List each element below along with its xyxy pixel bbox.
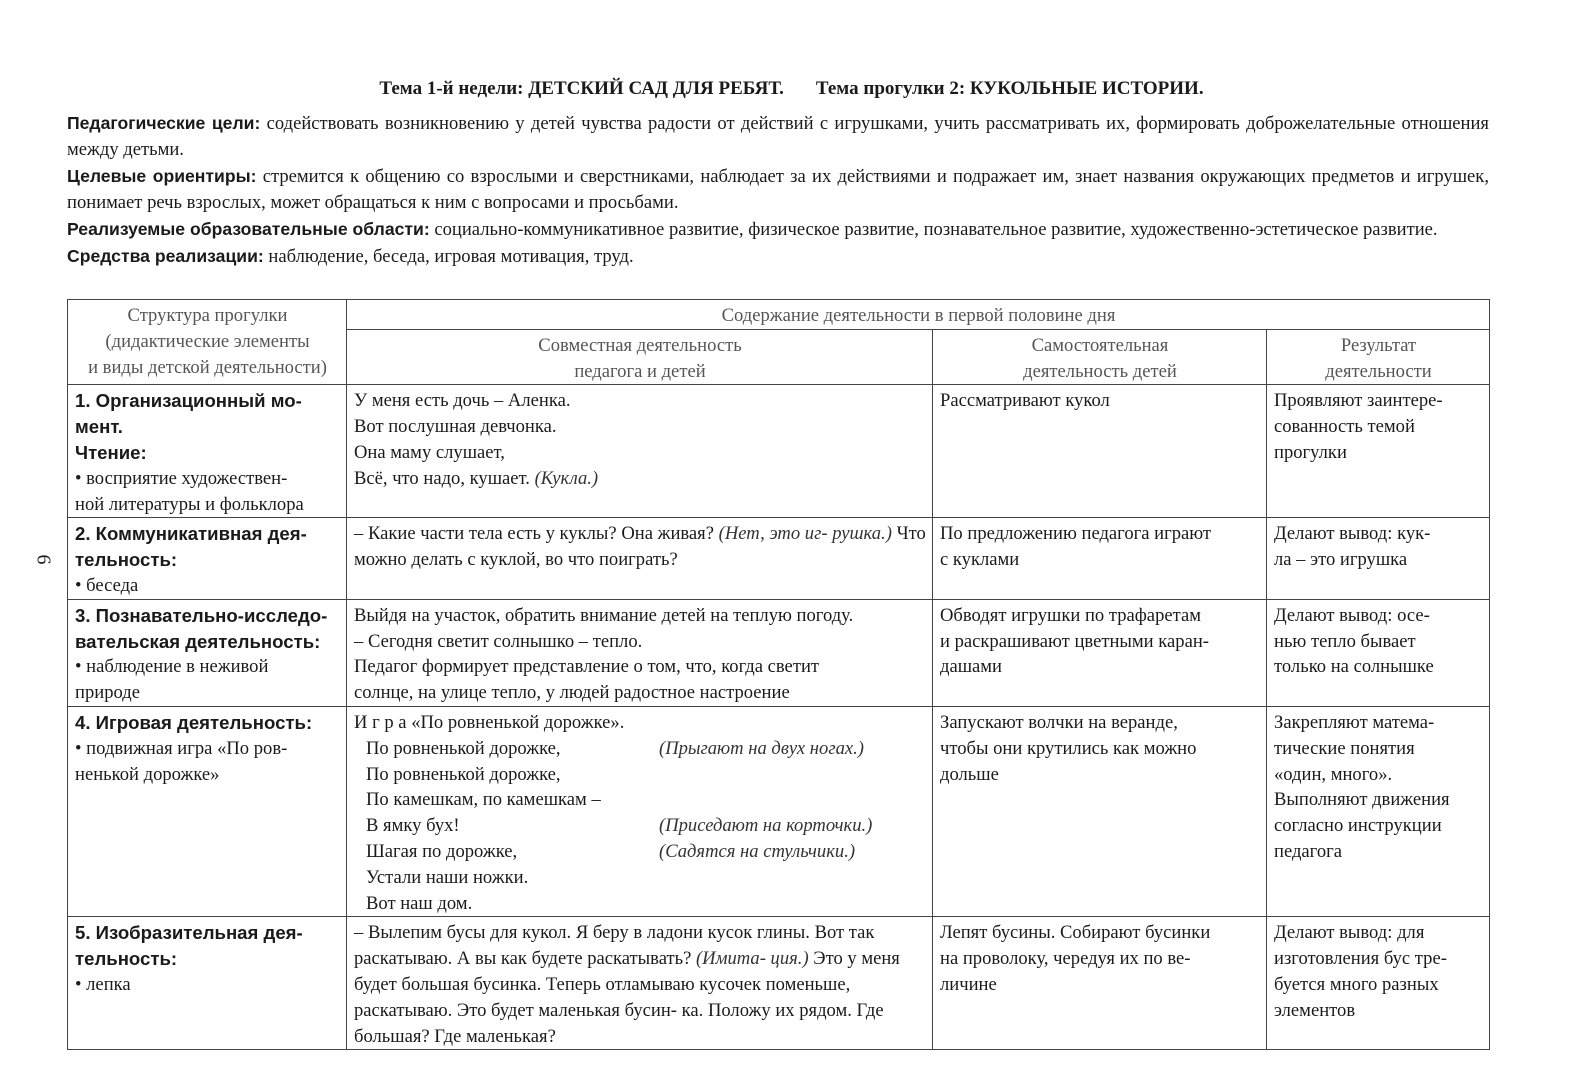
row-structure: 3. Познавательно-исследо- вательская деятельность: • наблюдение в неживой природе — [68, 599, 347, 706]
walk-theme: Тема прогулки 2: КУКОЛЬНЫЕ ИСТОРИИ. — [815, 78, 1204, 99]
row-structure: 4. Игровая деятельность: • подвижная игра «По ров- ненькой дорожке» — [68, 706, 347, 916]
row-independent: По предложению педагога играют с куклами — [933, 518, 1267, 599]
row-result: Закрепляют матема- тические понятия «один, много». Выполняют движения согласно инструкции педагога — [1267, 706, 1490, 916]
row-structure: 1. Организационный мо- мент. Чтение: • восприятие художествен- ной литературы и фольклора — [68, 385, 347, 518]
header-structure: Структура прогулки (дидактические элементы и виды детской деятельности) — [68, 300, 347, 385]
areas-paragraph: Реализуемые образовательные области: социально-коммуникативное развитие, физическое развитие, познавательное развитие, художественно-эстетическое развитие. — [67, 219, 1438, 240]
row-joint: У меня есть дочь – Аленка. Вот послушная девчонка. Она маму слушает, Всё, что надо, кушает. (Кукла.) — [347, 385, 933, 518]
row-joint: Выйдя на участок, обратить внимание детей на теплую погоду. – Сегодня светит солнышко – тепло. Педагог формирует представление о том, что, когда светит солнце, на улице тепло, у людей радостное настроение — [347, 599, 933, 706]
header-content: Содержание деятельности в первой половине дня — [347, 300, 1490, 330]
targets-paragraph: Целевые ориентиры: стремится к общению со взрослыми и сверстниками, наблюдает за их действиями и подражает им, знает названия окружающих предметов и игрушек, понимает речь взрослых, может обращаться к ним с вопросами и просьбами. — [67, 166, 1489, 213]
week-theme: Тема 1-й недели: ДЕТСКИЙ САД ДЛЯ РЕБЯТ. — [379, 78, 784, 99]
row-structure: 2. Коммуникативная дея- тельность: • беседа — [68, 518, 347, 599]
row-result: Делают вывод: кук- ла – это игрушка — [1267, 518, 1490, 599]
table-row — [68, 917, 1490, 1050]
header-independent: Самостоятельная деятельность детей — [933, 329, 1267, 385]
row-independent: Рассматривают кукол — [933, 385, 1267, 518]
table-header-row — [68, 300, 1490, 330]
row-joint: И г р а «По ровненькой дорожке». По ровненькой дорожке, (Прыгают на двух ногах.) По ровненькой дорожке, По камешкам, по камешкам – В ямку бух! (Приседают на корточки.) Шагая по дорожке, (Садятся на стульчики.) Устали наши ножки. Вот наш дом. — [347, 706, 933, 916]
walk-plan-table — [67, 299, 1490, 1050]
row-joint: – Какие части тела есть у куклы? Она живая? (Нет, это иг- рушка.) Что можно делать с куклой, во что поиграть? — [347, 518, 933, 599]
row-independent: Обводят игрушки по трафаретам и раскрашивают цветными каран- дашами — [933, 599, 1267, 706]
table-row — [68, 706, 1490, 916]
row-independent: Лепят бусины. Собирают бусинки на проволоку, чередуя их по ве- личине — [933, 917, 1267, 1050]
row-independent: Запускают волчки на веранде, чтобы они крутились как можно дольше — [933, 706, 1267, 916]
header-result: Результат деятельности — [1267, 329, 1490, 385]
intro-block — [67, 110, 1489, 270]
page-number: 6 — [32, 554, 55, 565]
table-row — [68, 518, 1490, 599]
page-title — [0, 78, 1583, 100]
table-row — [68, 599, 1490, 706]
goals-paragraph: Педагогические цели: содействовать возникновению у детей чувства радости от действий с игрушками, учить рассматривать их, формировать доброжелательные отношения между детьми. — [67, 113, 1489, 160]
row-result: Проявляют заинтере- сованность темой прогулки — [1267, 385, 1490, 518]
row-structure: 5. Изобразительная дея- тельность: • лепка — [68, 917, 347, 1050]
row-result: Делают вывод: осе- нью тепло бывает только на солнышке — [1267, 599, 1490, 706]
means-paragraph: Средства реализации: наблюдение, беседа, игровая мотивация, труд. — [67, 246, 634, 267]
table-row — [68, 385, 1490, 518]
header-joint: Совместная деятельность педагога и детей — [347, 329, 933, 385]
row-result: Делают вывод: для изготовления бус тре- буется много разных элементов — [1267, 917, 1490, 1050]
row-joint: – Вылепим бусы для кукол. Я беру в ладони кусок глины. Вот так раскатываю. А вы как будете раскатывать? (Имита- ция.) Это у меня будет большая бусинка. Теперь отламываю кусочек поменьше, раскатываю. Это будет маленькая бусин- ка. Положу их рядом. Где большая? Где маленькая? — [347, 917, 933, 1050]
